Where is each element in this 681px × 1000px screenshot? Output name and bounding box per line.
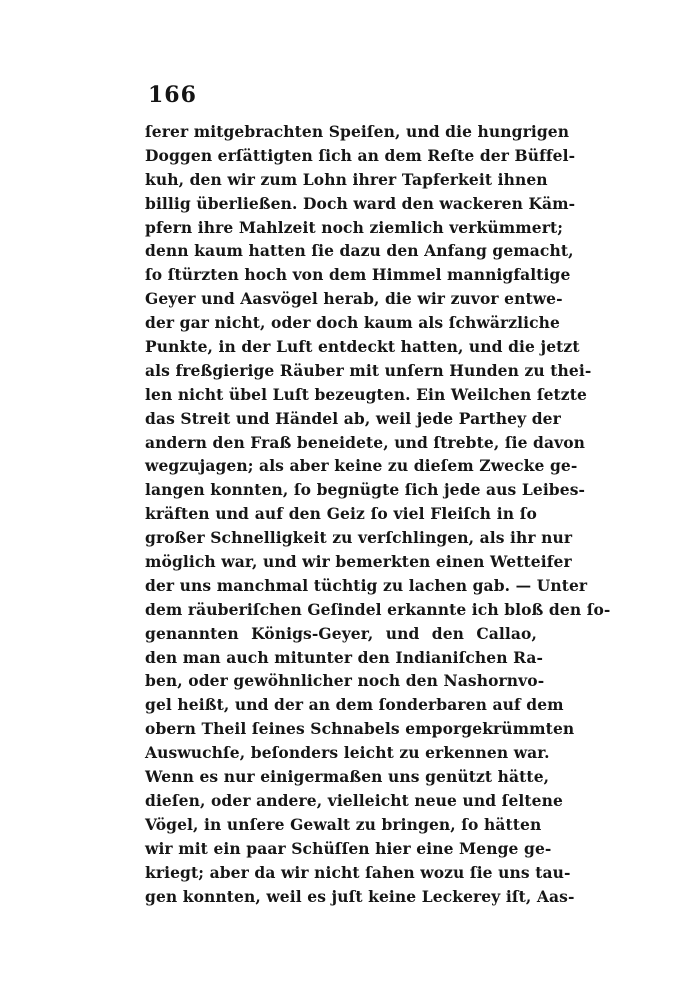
- text-line: Punkte, in der Luft entdeckt hatten, und die jetzt: [145, 337, 580, 357]
- text-line: Auswuchſe, beſonders leicht zu erkennen war.: [145, 743, 550, 763]
- text-line: den man auch mitunter den Indianiſchen Ra-: [145, 647, 544, 667]
- text-line: billig überließen. Doch ward den wackeren Käm-: [145, 193, 576, 213]
- text-line: Wenn es nur einigermaßen uns genützt hätte,: [145, 767, 550, 787]
- text-line: wegzujagen; als aber keine zu dieſem Zwecke ge-: [145, 456, 578, 476]
- text-line: dieſen, oder andere, vielleicht neue und ſeltene: [145, 790, 563, 810]
- text-line: möglich war, und wir bemerkten einen Wetteifer: [145, 552, 572, 572]
- text-line: ſo ſtürzten hoch von dem Himmel mannigfaltige: [145, 265, 571, 285]
- body-text: [145, 120, 611, 908]
- text-line: großer Schnelligkeit zu verſchlingen, als ihr nur: [145, 528, 573, 548]
- text-line: der uns manchmal tüchtig zu lachen gab. — Unter: [145, 575, 588, 595]
- text-line: langen konnten, ſo begnügte ſich jede aus Leibes-: [145, 480, 586, 500]
- text-line: denn kaum hatten ſie dazu den Anfang gemacht,: [145, 241, 574, 261]
- text-line: kräften und auf den Geiz ſo viel Fleiſch in ſo: [145, 504, 537, 524]
- text-line: ſerer mitgebrachten Speiſen, und die hungrigen: [145, 122, 570, 141]
- text-line: dem räuberiſchen Geſindel erkannte ich bloß den ſo-: [145, 599, 611, 619]
- text-line: andern den Fraß beneidete, und ſtrebte, ſie davon: [145, 432, 586, 452]
- text-line: kuh, den wir zum Lohn ihrer Tapferkeit ihnen: [145, 169, 548, 189]
- text-line: Geyer und Aasvögel herab, die wir zuvor entwe-: [145, 289, 563, 309]
- text-line: als freßgierige Räuber mit unſern Hunden zu thei-: [145, 360, 592, 380]
- text-line: kriegt; aber da wir nicht ſahen wozu ſie uns tau-: [145, 862, 571, 882]
- text-line: wir mit ein paar Schüſſen hier eine Menge ge-: [145, 838, 552, 858]
- text-line: gel heißt, und der an dem ſonderbaren auf dem: [145, 695, 564, 715]
- text-line: genannten Königs-Geyer, und den Callao,: [145, 623, 537, 643]
- text-line: gen konnten, weil es juſt keine Leckerey iſt, Aas-: [145, 886, 575, 906]
- page-number: 166: [148, 82, 197, 108]
- text-line: obern Theil ſeines Schnabels emporgekrümmten: [145, 719, 575, 739]
- text-line: das Streit und Händel ab, weil jede Parthey der: [145, 408, 561, 428]
- text-line: ben, oder gewöhnlicher noch den Nashornvo-: [145, 671, 545, 691]
- text-line: pfern ihre Mahlzeit noch ziemlich verkümmert;: [145, 217, 564, 237]
- text-line: len nicht übel Luſt bezeugten. Ein Weilchen ſetzte: [145, 384, 587, 404]
- text-line: Doggen erſättigten ſich an dem Reſte der Büffel-: [145, 145, 576, 165]
- text-line: Vögel, in unſere Gewalt zu bringen, ſo hätten: [145, 814, 542, 834]
- text-line: der gar nicht, oder doch kaum als ſchwärzliche: [145, 313, 560, 333]
